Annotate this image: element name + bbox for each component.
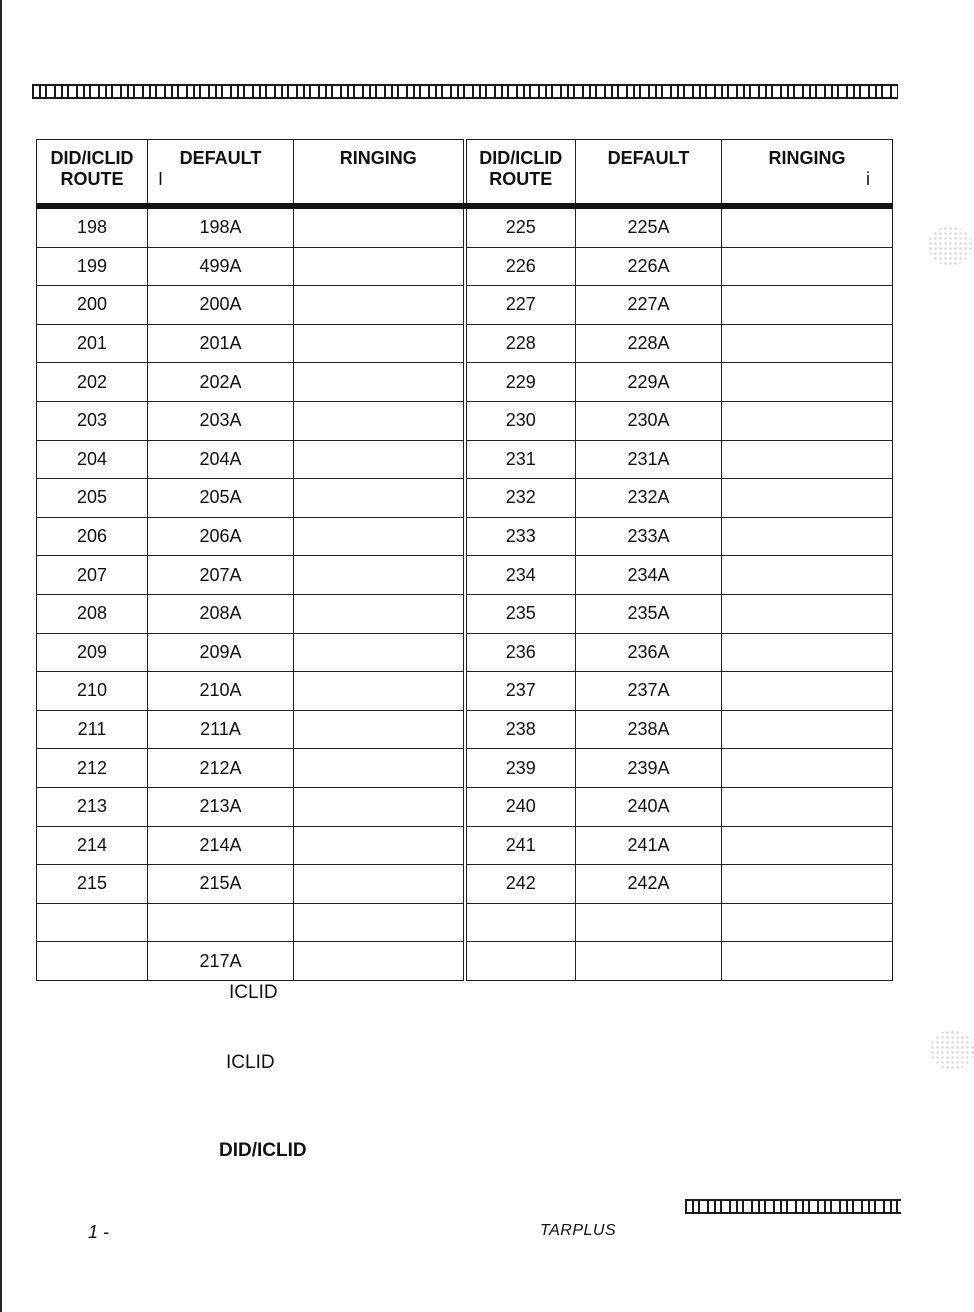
cell-ringing-a [294, 710, 465, 749]
footer-brand: TARPLUS [540, 1222, 617, 1239]
cell-ringing-a [294, 324, 465, 363]
cell-ringing-b [722, 942, 893, 981]
table-row [37, 903, 893, 942]
cell-route-b: 237 [465, 672, 576, 711]
table-row [37, 401, 893, 440]
cell-route-a: 204 [37, 440, 148, 479]
cell-default-b: 240A [576, 787, 722, 826]
cell-route-b: 227 [465, 286, 576, 325]
cell-default-a: 204A [148, 440, 294, 479]
cell-route-b: 230 [465, 401, 576, 440]
cell-ringing-b [722, 440, 893, 479]
cell-default-a: 201A [148, 324, 294, 363]
cell-route-a: 211 [37, 710, 148, 749]
cell-ringing-a [294, 826, 465, 865]
cell-route-b: 238 [465, 710, 576, 749]
cell-default-b: 225A [576, 206, 722, 247]
note-iclid-2: ICLID [226, 1052, 275, 1073]
cell-route-a: 199 [37, 247, 148, 286]
table-row [37, 479, 893, 518]
cell-ringing-b [722, 633, 893, 672]
table-row [37, 749, 893, 788]
cell-default-a: 215A [148, 865, 294, 904]
cell-default-b: 241A [576, 826, 722, 865]
cell-default-b [576, 903, 722, 942]
cell-ringing-b [722, 286, 893, 325]
cell-default-b: 235A [576, 594, 722, 633]
table-row [37, 440, 893, 479]
cell-default-a: 205A [148, 479, 294, 518]
note-iclid-1: ICLID [229, 982, 278, 1003]
table-row [37, 363, 893, 402]
cell-default-a: 213A [148, 787, 294, 826]
table-row [37, 633, 893, 672]
cell-default-b: 233A [576, 517, 722, 556]
cell-route-a: 215 [37, 865, 148, 904]
cell-default-b: 226A [576, 247, 722, 286]
cell-default-b: 237A [576, 672, 722, 711]
cell-ringing-a [294, 517, 465, 556]
table-row [37, 517, 893, 556]
cell-route-b: 225 [465, 206, 576, 247]
cell-route-b: 240 [465, 787, 576, 826]
cell-route-b: 242 [465, 865, 576, 904]
page-edge-rule [0, 0, 2, 1312]
cell-ringing-b [722, 206, 893, 247]
cell-route-a: 205 [37, 479, 148, 518]
cell-default-b: 238A [576, 710, 722, 749]
cell-route-a: 209 [37, 633, 148, 672]
cell-default-a: 209A [148, 633, 294, 672]
cell-default-a [148, 903, 294, 942]
cell-ringing-a [294, 247, 465, 286]
cell-route-a: 202 [37, 363, 148, 402]
cell-ringing-b [722, 247, 893, 286]
table-row [37, 594, 893, 633]
cell-ringing-a [294, 942, 465, 981]
cell-route-b: 234 [465, 556, 576, 595]
cell-ringing-a [294, 633, 465, 672]
cell-ringing-a [294, 594, 465, 633]
page-number: 1 - [88, 1222, 110, 1242]
cell-default-a: 499A [148, 247, 294, 286]
cell-default-a: 198A [148, 206, 294, 247]
cell-ringing-b [722, 826, 893, 865]
cell-default-a: 214A [148, 826, 294, 865]
cell-default-b: 232A [576, 479, 722, 518]
cell-route-b: 232 [465, 479, 576, 518]
cell-default-a: 206A [148, 517, 294, 556]
cell-ringing-b [722, 401, 893, 440]
cell-route-b [465, 942, 576, 981]
cell-ringing-b [722, 672, 893, 711]
table-header-row [37, 140, 893, 207]
header-route-a: DID/ICLID ROUTE [37, 140, 148, 207]
cell-ringing-b [722, 865, 893, 904]
cell-default-b: 228A [576, 324, 722, 363]
cell-ringing-b [722, 594, 893, 633]
cell-ringing-a [294, 363, 465, 402]
cell-default-b: 242A [576, 865, 722, 904]
header-route-b: DID/ICLID ROUTE [465, 140, 576, 207]
table-row [37, 865, 893, 904]
cell-ringing-a [294, 440, 465, 479]
cell-route-b: 241 [465, 826, 576, 865]
cell-default-a: 200A [148, 286, 294, 325]
scan-speckle [928, 226, 972, 266]
cell-ringing-b [722, 556, 893, 595]
cell-route-b: 236 [465, 633, 576, 672]
cell-ringing-a [294, 206, 465, 247]
cell-default-a: 211A [148, 710, 294, 749]
cell-ringing-a [294, 479, 465, 518]
table-row [37, 324, 893, 363]
header-ringing-b: RINGING i [722, 140, 893, 207]
cell-ringing-b [722, 903, 893, 942]
cell-route-a [37, 903, 148, 942]
cell-ringing-b [722, 517, 893, 556]
table-row [37, 787, 893, 826]
cell-route-a: 201 [37, 324, 148, 363]
cell-default-a: 202A [148, 363, 294, 402]
table-row [37, 710, 893, 749]
cell-default-a: 207A [148, 556, 294, 595]
cell-route-b: 239 [465, 749, 576, 788]
cell-route-b: 228 [465, 324, 576, 363]
cell-default-b: 234A [576, 556, 722, 595]
table-row [37, 206, 893, 247]
cell-route-b: 233 [465, 517, 576, 556]
cell-route-a: 210 [37, 672, 148, 711]
cell-route-a: 198 [37, 206, 148, 247]
cell-ringing-b [722, 324, 893, 363]
cell-default-b: 236A [576, 633, 722, 672]
table-row [37, 556, 893, 595]
cell-default-b: 227A [576, 286, 722, 325]
cell-default-b: 239A [576, 749, 722, 788]
cell-ringing-b [722, 710, 893, 749]
note-did-iclid: DID/ICLID [219, 1140, 307, 1161]
cell-ringing-b [722, 787, 893, 826]
cell-route-a: 212 [37, 749, 148, 788]
cell-default-b: 229A [576, 363, 722, 402]
cell-route-a [37, 942, 148, 981]
greek-key-border-top [32, 84, 898, 99]
cell-route-a: 208 [37, 594, 148, 633]
cell-route-a: 200 [37, 286, 148, 325]
table-row [37, 942, 893, 981]
cell-ringing-a [294, 787, 465, 826]
cell-ringing-a [294, 286, 465, 325]
cell-ringing-b [722, 363, 893, 402]
greek-key-border-bottom [685, 1199, 901, 1214]
cell-ringing-b [722, 749, 893, 788]
cell-default-b: 231A [576, 440, 722, 479]
cell-default-a: 217A [148, 942, 294, 981]
cell-route-a: 213 [37, 787, 148, 826]
cell-route-a: 206 [37, 517, 148, 556]
did-route-table [36, 139, 893, 981]
cell-ringing-b [722, 479, 893, 518]
cell-route-b: 226 [465, 247, 576, 286]
cell-ringing-a [294, 865, 465, 904]
cell-route-a: 214 [37, 826, 148, 865]
table-row [37, 247, 893, 286]
cell-default-b [576, 942, 722, 981]
table-row [37, 672, 893, 711]
cell-route-b: 235 [465, 594, 576, 633]
cell-ringing-a [294, 672, 465, 711]
cell-ringing-a [294, 556, 465, 595]
cell-default-b: 230A [576, 401, 722, 440]
cell-route-a: 203 [37, 401, 148, 440]
header-default-a: DEFAULT I [148, 140, 294, 207]
header-ringing-a: RINGING [294, 140, 465, 207]
cell-route-a: 207 [37, 556, 148, 595]
header-default-b: DEFAULT [576, 140, 722, 207]
cell-default-a: 208A [148, 594, 294, 633]
table-row [37, 286, 893, 325]
cell-route-b: 231 [465, 440, 576, 479]
cell-default-a: 203A [148, 401, 294, 440]
scan-speckle [930, 1030, 974, 1070]
cell-ringing-a [294, 903, 465, 942]
cell-ringing-a [294, 401, 465, 440]
cell-route-b [465, 903, 576, 942]
cell-route-b: 229 [465, 363, 576, 402]
table-row [37, 826, 893, 865]
cell-default-a: 212A [148, 749, 294, 788]
cell-default-a: 210A [148, 672, 294, 711]
cell-ringing-a [294, 749, 465, 788]
